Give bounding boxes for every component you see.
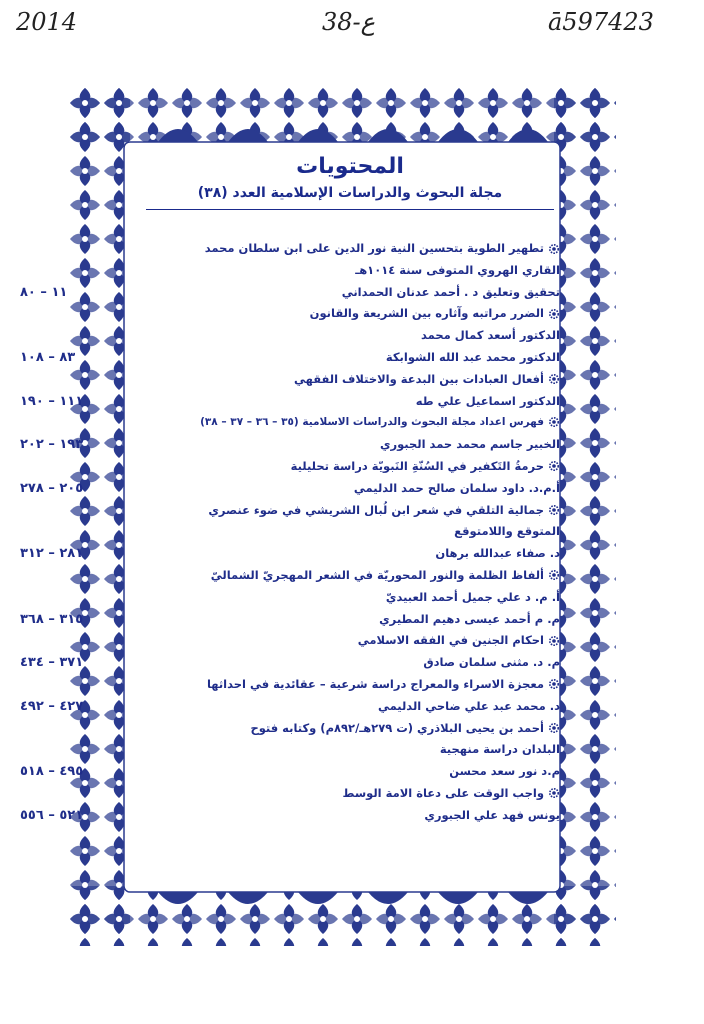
toc-line xyxy=(148,674,560,696)
bullet xyxy=(544,677,560,691)
bullet xyxy=(544,721,560,735)
toc-line-text: الدكتور محمد عبد الله الشوابكة xyxy=(385,349,560,364)
page-range: ٨٣ – ١٠٨ xyxy=(20,349,76,365)
toc-line-text: م.د نور سعد محسن xyxy=(449,764,560,779)
toc-line xyxy=(20,696,560,718)
bullet xyxy=(544,241,560,255)
bullet xyxy=(544,503,560,517)
bullet xyxy=(544,416,560,428)
gear-bullet-icon xyxy=(548,308,560,320)
toc-line-text: الدكتور اسماعيل علي طه xyxy=(415,393,560,408)
toc-line xyxy=(148,260,560,282)
toc-line-text: احكام الجنين في الفقه الاسلامي xyxy=(357,633,544,648)
toc-line xyxy=(20,434,560,456)
gear-bullet-icon xyxy=(548,416,560,428)
toc-line xyxy=(20,478,560,500)
toc-line xyxy=(20,282,560,304)
toc-line-text: القاري الهروي المتوفى سنة ١٠١٤هـ xyxy=(355,262,560,277)
handwritten-catalog-number: ā597423 xyxy=(548,8,654,36)
toc-line xyxy=(20,347,560,369)
bullet xyxy=(544,786,560,800)
toc-line xyxy=(148,565,560,587)
toc-line xyxy=(148,718,560,740)
bullet xyxy=(544,633,560,647)
header-block xyxy=(140,150,560,228)
toc-line xyxy=(20,805,560,827)
toc-line xyxy=(148,238,560,260)
bullet xyxy=(544,306,560,320)
toc-line-text: يونس فهد علي الجبوري xyxy=(424,807,560,822)
toc-line-text: البلدان دراسة منهجية xyxy=(439,742,560,757)
gear-bullet-icon xyxy=(548,635,560,647)
page-title: المحتويات xyxy=(296,154,404,179)
toc-line-text: فهرس اعداد مجلة البحوث والدراسات الاسلامية (٣٥ – ٣٦ – ٣٧ – ٣٨) xyxy=(200,416,544,429)
handwritten-year: 2014 xyxy=(16,8,78,36)
toc-line-text: الضرر مراتبه وآثاره بين الشريعة والقانون xyxy=(309,306,544,321)
gear-bullet-icon xyxy=(548,373,560,385)
toc-line xyxy=(148,739,560,761)
table-of-contents xyxy=(20,238,560,827)
gear-bullet-icon xyxy=(548,243,560,255)
gear-bullet-icon xyxy=(548,722,560,734)
toc-line xyxy=(148,630,560,652)
toc-line-text: م. م أحمد عيسى دهيم المطيري xyxy=(379,611,560,626)
toc-line-text: واجب الوقت على دعاة الامة الوسط xyxy=(342,785,544,800)
page-range: ١١١ – ١٩٠ xyxy=(20,393,84,409)
toc-line xyxy=(148,325,560,347)
toc-line xyxy=(20,761,560,783)
toc-line xyxy=(20,543,560,565)
page-range: ٤٢٧ – ٤٩٢ xyxy=(20,698,84,714)
bullet xyxy=(544,372,560,386)
toc-line xyxy=(148,412,560,434)
page-range: ٣٧١ – ٤٣٤ xyxy=(20,655,84,671)
journal-subtitle: مجلة البحوث والدراسات الإسلامية العدد (٣٨) xyxy=(197,185,503,201)
page-range: ١١ – ٨٠ xyxy=(20,284,68,300)
toc-line-text: تطهير الطوية بتحسين النية نور الدين على ابن سلطان محمد xyxy=(204,241,544,255)
gear-bullet-icon xyxy=(548,504,560,516)
toc-line xyxy=(20,391,560,413)
toc-line-text: أحمد بن يحيى البلاذري (ت ٢٧٩هـ/٨٩٢م) وكتابه فتوح xyxy=(250,720,544,735)
toc-line xyxy=(148,369,560,391)
toc-line-text: تحقيق وتعليق د . أحمد عدنان الحمداني xyxy=(341,284,560,299)
bullet xyxy=(544,568,560,582)
toc-line-text: أ. م. د علي جميل أحمد العبيديّ xyxy=(385,589,560,604)
page-range: ٣١٥ – ٣٦٨ xyxy=(20,611,84,627)
toc-line-text: د. صفاء عبدالله برهان xyxy=(435,546,560,561)
toc-line xyxy=(148,783,560,805)
toc-line-text: المتوقع واللامتوقع xyxy=(454,524,560,539)
toc-line xyxy=(148,500,560,522)
page-range: ٤٩٥ – ٥١٨ xyxy=(20,764,84,780)
toc-line-text: أ.م.د. داود سلمان صالح حمد الدليمي xyxy=(353,480,560,495)
gear-bullet-icon xyxy=(548,569,560,581)
toc-line xyxy=(20,609,560,631)
gear-bullet-icon xyxy=(548,787,560,799)
toc-line xyxy=(148,303,560,325)
gear-bullet-icon xyxy=(548,460,560,472)
toc-line-text: معجزة الاسراء والمعراج دراسة شرعية – عقائدية في احداثها xyxy=(206,676,544,691)
toc-line-text: حرمةُ التَكفير في السُنّةِ النَبويّة دراسة تحليلية xyxy=(290,458,544,473)
divider xyxy=(146,209,554,210)
toc-line xyxy=(148,587,560,609)
page-range: ٢٠٥ – ٢٧٨ xyxy=(20,480,84,496)
handwritten-issue-code: 38-ع xyxy=(322,8,375,36)
toc-line-text: الدكتور أسعد كمال محمد xyxy=(421,328,560,343)
toc-line-text: م. د. مثنى سلمان صادق xyxy=(423,655,560,670)
toc-line-text: الخبير جاسم محمد حمد الجبوري xyxy=(379,437,560,452)
toc-line-text: ألفاظ الظلمة والنور المحوريّة في الشعر المهجريّ الشماليّ xyxy=(210,567,544,582)
toc-line xyxy=(20,652,560,674)
page-range: ٢٨١ – ٣١٢ xyxy=(20,546,84,562)
gear-bullet-icon xyxy=(548,678,560,690)
toc-line xyxy=(148,521,560,543)
toc-line-text: د. محمد عبد علي ضاحي الدليمي xyxy=(377,698,560,713)
toc-line-text: جمالية التلقي في شعر ابن لُبال الشريشي في ضوء عنصري xyxy=(208,502,544,517)
toc-line xyxy=(148,456,560,478)
bullet xyxy=(544,459,560,473)
page-range: ٥٢١ – ٥٥٦ xyxy=(20,807,84,823)
page-range: ١٩٣ – ٢٠٢ xyxy=(20,437,84,453)
toc-line-text: أفعال العبادات بين البدعة والاختلاف الفقهي xyxy=(294,371,544,386)
